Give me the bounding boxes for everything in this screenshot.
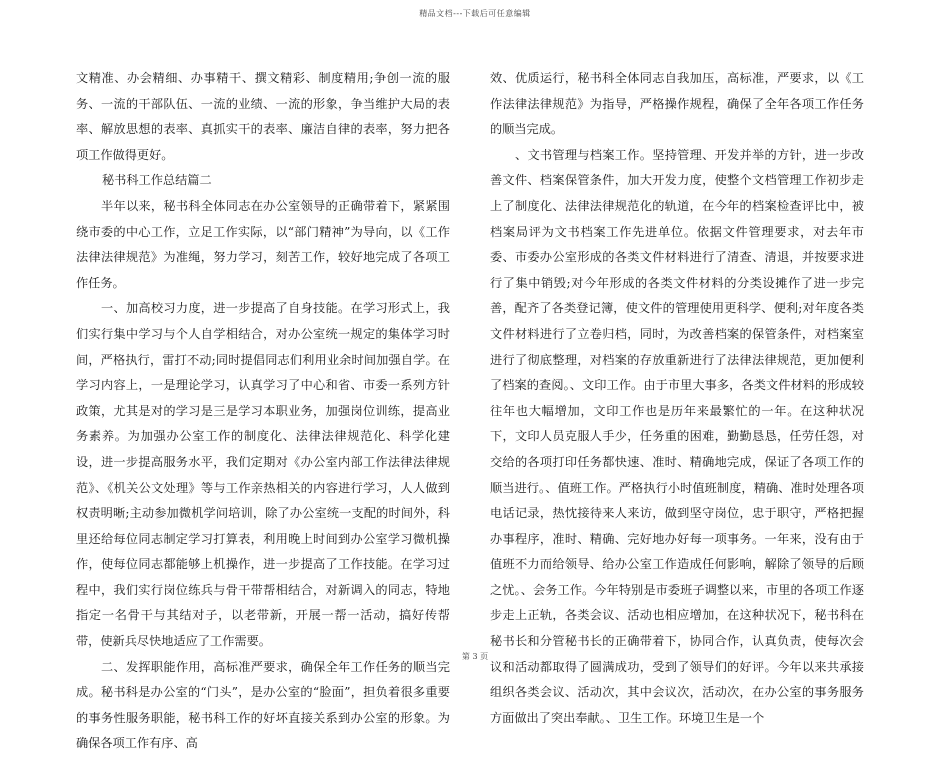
- page-header: 精品文档---下载后可任意编辑: [419, 9, 531, 18]
- right-column: [490, 66, 864, 731]
- paragraph-study: 一、加高校习力度，进一步提高了自身技能。在学习形式上，我们实行集中学习与个人自学相结合，对办公室统一规定的集体学习时间，严格执行，雷打不动;同时提倡同志们利用业余时间加强自学。在学习内容上，一是理论学习，认真学习了中心和省、市委一系列方针政策，尤其是对的学习是三是学习本职业务，加强岗位训练，提高业务素养。为加强办公室工作的制度化、法律法律规范化、科学化建设，进一步提高服务水平，我们定期对《办公室内部工作法律法律规范》、《机关公文处理》等与工作亲热相关的内容进行学习，人人做到权责明晰;主动参加微机学问培训，除了办公室统一支配的时间外，科里还给每位同志制定学习打算表，利用晚上时间到办公室学习微机操作，使每位同志都能够上机操作，进一步提高了工作技能。在学习过程中，我们实行岗位练兵与骨干带帮相结合，对新调入的同志，特地指定一名骨干与其结对子，以老带新，开展一帮一活动，搞好传帮带，使新兵尽快地适应了工作需要。: [76, 301, 450, 649]
- paragraph-continued: 文精准、办会精细、办事精干、撰文精彩、制度精用;争创一流的服务、一流的干部队伍、一流的业绩、一流的形象，争当维护大局的表率、解放思想的表率、真抓实干的表率、廉洁自律的表率，努力把各项工作做得更好。: [76, 71, 450, 162]
- page-number: 第 3 页: [461, 652, 489, 661]
- paragraph-duties: 二、发挥职能作用，高标准严要求，确保全年工作任务的顺当完成。秘书科是办公室的“门头”，是办公室的“脸面”，担负着很多重要的事务性服务职能，秘书科工作的好坏直接关系到办公室的形象。为确保各项工作有序、高: [76, 659, 450, 751]
- section-title: 秘书科工作总结篇二: [102, 173, 212, 188]
- paragraph-archives: 、文书管理与档案工作。坚持管理、开发并举的方针，进一步改善文件、档案保管条件，加大开发力度，使整个文档管理工作初步走上了制度化、法律法律规范化的轨道，在今年的档案检查评比中，被档案局评为文书档案工作先进单位。依据文件管理要求，对去年市委、市委办公室形成的各类文件材料进行了清查、清退，并按要求进行了集中销毁;对今年形成的各类文件材料的分类设摊作了进一步完善，配齐了各类登记簿，使文件的管理使用更科学、便利;对年度各类文件材料进行了立卷归档，同时，为改善档案的保管条件，对档案室进行了彻底整理，对档案的存放重新进行了法律法律规范，更加便利了档案的查阅。、文印工作。由于市里大事多，各类文件材料的形成较往年也大幅增加，文印工作也是历年来最繁忙的一年。在这种状况下，文印人员克服人手少，任务重的困难，勤勤恳恳，任劳任怨，对交给的各项打印任务都快速、准时、精确地完成，保证了各项工作的顺当进行。、值班工作。严格执行小时值班制度，精确、准时处理各项电话记录，热忱接待来人来访，做到坚守岗位，忠于职守，严格把握办事程序，准时、精确、完好地办好每一项事务。一年来，没有由于值班不力而给领导、给办公室工作造成任何影响，解除了领导的后顾之忧。、会务工作。今年特别是市委班子调整以来，市里的各项工作逐步走上正轨，各类会议、活动也相应增加，在这种状况下，秘书科在秘书长和分管秘书长的正确带着下，协同合作，认真负责，使每次会议和活动都取得了圆满成功，受到了领导们的好评。今年以来共承接组织各类会议、活动次，其中会议次，活动次，在办公室的事务服务方面做出了突出奉献。、卫生工作。环境卫生是一个: [490, 147, 864, 725]
- paragraph-continued-right: 效、优质运行，秘书科全体同志自我加压，高标准，严要求，以《工作法律法律规范》为指导，严格操作规程，确保了全年各项工作任务的顺当完成。: [490, 71, 864, 137]
- paragraph-intro: 半年以来，秘书科全体同志在办公室领导的正确带着下，紧紧围绕市委的中心工作，立足工作实际，以“部门精神”为导向，以《工作法律法律规范》为准绳，努力学习，刻苦工作，较好地完成了各项工作任务。: [76, 198, 450, 290]
